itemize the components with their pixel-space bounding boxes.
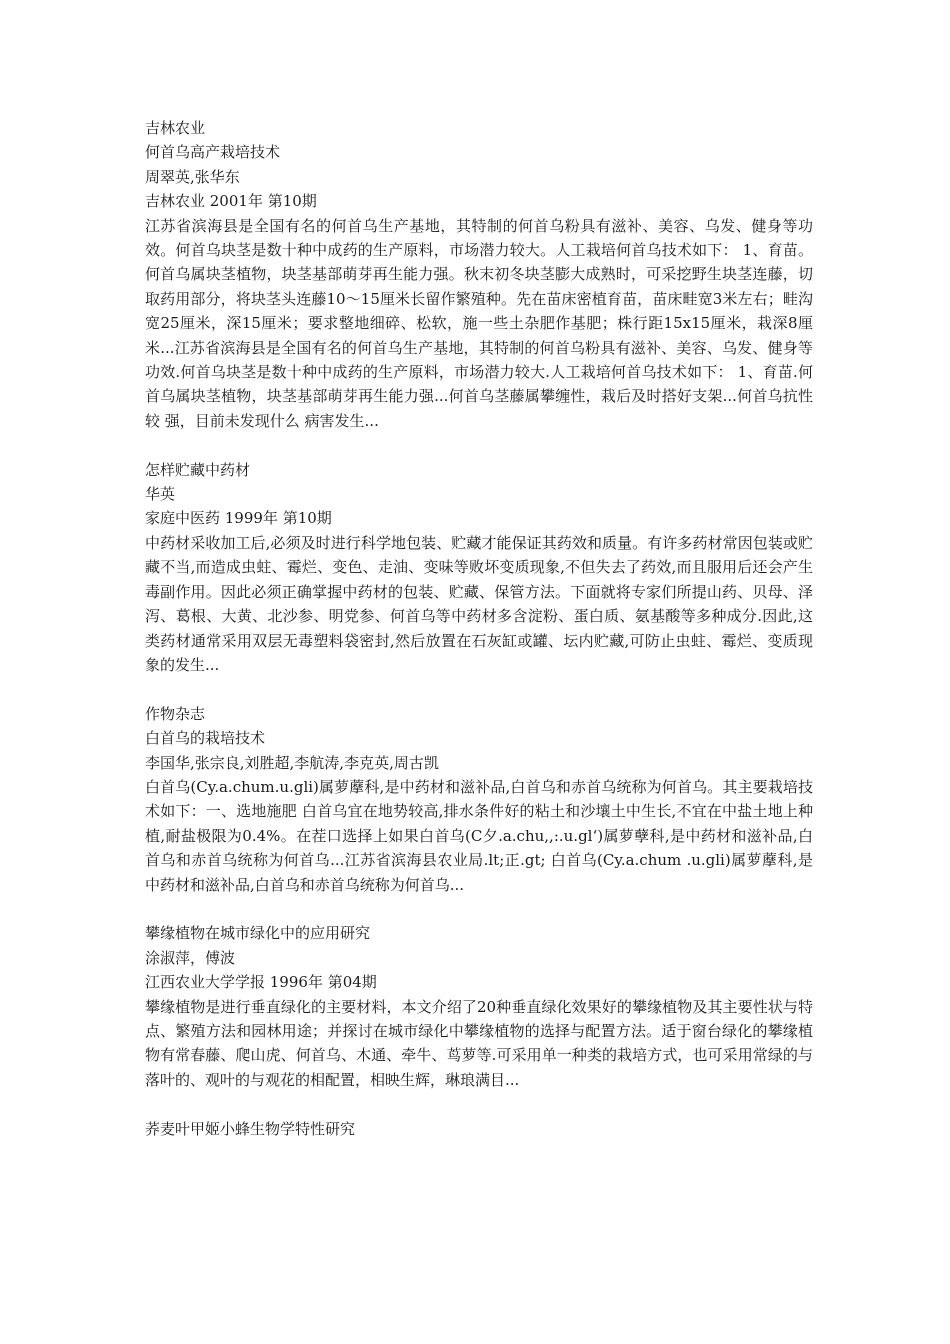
article-title[interactable]: 攀缘植物在城市绿化中的应用研究: [145, 924, 371, 943]
entry-separator: [145, 1092, 813, 1116]
article-source: 家庭中医药 1999年 第10期: [145, 509, 332, 528]
article-entry: [145, 1117, 813, 1141]
article-abstract: 江苏省滨海县是全国有名的何首乌生产基地，其特制的何首乌粉具有滋补、美容、乌发、健身等功效。何首乌块茎是数十种中成药的生产原料，市场潜力较大。人工栽培何首乌技术如下： 1、育苗。何首乌属块茎植物，块茎基部萌芽再生能力强。秋末初冬块茎膨大成熟时，可采挖野生块茎连藤，切取药用部分，将块茎头连藤10～15厘米长留作繁殖种。先在苗床密植育苗，苗床畦宽3米左右；畦沟宽25厘米，深15厘米；要求整地细碎、松软，施一些土杂肥作基肥；株行距15x15厘米，栽深8厘米...江苏省滨海县是全国有名的何首乌生产基地，其特制的何首乌粉具有滋补、美容、乌发、健身等功效.何首乌块茎是数十种中成药的生产原料，市场潜力较大.人工栽培何首乌技术如下： 1、育苗.何首乌属块茎植物，块茎基部萌芽再生能力强...何首乌茎藤属攀缠性，栽后及时搭好支架...何首乌抗性较 强，目前未发现什么 病害发生...: [145, 216, 813, 430]
article-title[interactable]: 怎样贮藏中药材: [145, 460, 251, 479]
article-entry: [145, 116, 813, 433]
article-source: 吉林农业 2001年 第10期: [145, 192, 317, 211]
article-entry: [145, 921, 813, 1092]
article-abstract: 攀缘植物是进行垂直绿化的主要材料，本文介绍了20种垂直绿化效果好的攀缘植物及其主要性状与特点、繁殖方法和园林用途；并探讨在城市绿化中攀缘植物的选择与配置方法。适于窗台绿化的攀缘植物有常春藤、爬山虎、何首乌、木通、牵牛、茑萝等.可采用单一种类的栽培方式，也可采用常绿的与落叶的、观叶的与观花的相配置，相映生辉，琳琅满目...: [145, 997, 813, 1089]
article-authors: 华英: [145, 485, 176, 504]
article-source: 江西农业大学学报 1996年 第04期: [145, 973, 377, 992]
journal-name: 吉林农业: [145, 119, 206, 137]
document-page: [145, 116, 813, 1141]
article-abstract: 中药材采收加工后,必须及时进行科学地包装、贮藏才能保证其药效和质量。有许多药材常因包装或贮藏不当,而造成虫蛀、霉烂、变色、走油、变味等败坏变质现象,不但失去了药效,而且服用后还会产生毒副作用。因此必须正确掌握中药材的包装、贮藏、保管方法。下面就将专家们所提山药、贝母、泽泻、葛根、大黄、北沙参、明党参、何首乌等中药材多含淀粉、蛋白质、氨基酸等多种成分.因此,这类药材通常采用双层无毒塑料袋密封,然后放置在石灰缸或罐、坛内贮藏,可防止虫蛀、霉烂、变质现象的发生...: [145, 533, 813, 674]
article-authors: 李国华,张宗良,刘胜超,李航涛,李克英,周古凯: [145, 753, 439, 772]
article-authors: 周翠英,张华东: [145, 167, 240, 186]
entry-separator: [145, 897, 813, 921]
article-title[interactable]: 白首乌的栽培技术: [145, 729, 266, 748]
article-authors: 涂淑萍，傅波: [145, 948, 236, 967]
article-abstract: 白首乌(Cy.a.chum.u.gli)属萝藦科,是中药材和滋补品,白首乌和赤首乌统称为何首乌。其主要栽培技术如下：一、选地施肥 白首乌宜在地势较高,排水条件好的粘土和沙壤土中生长,不宜在中盐土地上种植,耐盐极限为0.4%。在茬口选择上如果白首乌(C夕.a.chu,,:.u.gl‘)属萝孽科,是中药材和滋补品,白首乌和赤首乌统称为何首乌...江苏省滨海县农业局.lt;正.gt; 白首乌(Cy.a.chum .u.gli)属萝藦科,是中药材和滋补品,白首乌和赤首乌统称为何首乌...: [145, 777, 813, 894]
article-title[interactable]: 荞麦叶甲姬小蜂生物学特性研究: [145, 1119, 356, 1138]
article-title[interactable]: 何首乌高产栽培技术: [145, 143, 281, 162]
entry-separator: [145, 677, 813, 701]
entry-separator: [145, 433, 813, 457]
article-entry: [145, 458, 813, 678]
article-entry: [145, 702, 813, 897]
journal-name: 作物杂志: [145, 704, 206, 723]
